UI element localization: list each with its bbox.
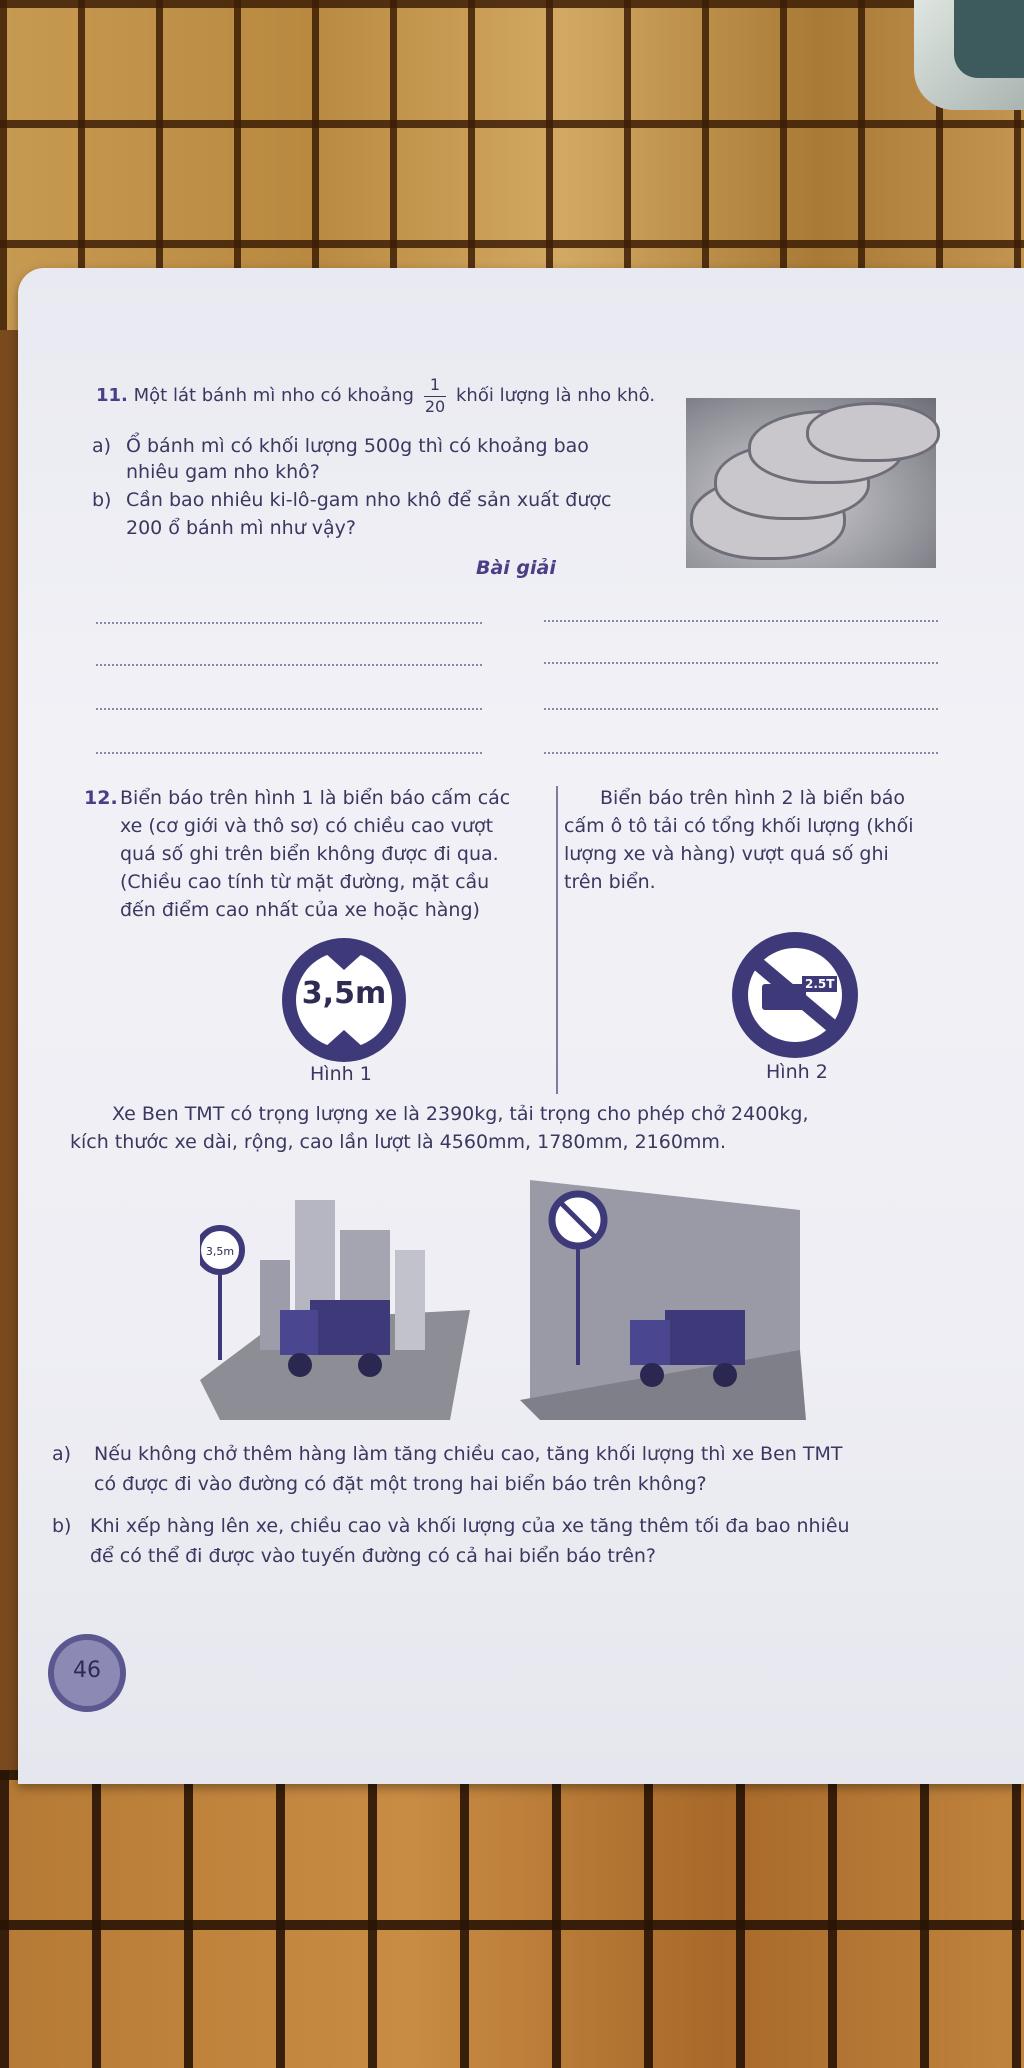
column-divider bbox=[556, 786, 558, 1094]
q12-left-line-2: xe (cơ giới và thô sơ) có chiều cao vượt bbox=[120, 815, 494, 837]
answer-line bbox=[96, 708, 482, 710]
q11-a-line2: nhiêu gam nho khô? bbox=[126, 461, 320, 483]
q12-b-line1: Khi xếp hàng lên xe, chiều cao và khối lượng của xe tăng thêm tối đa bao nhiêu bbox=[90, 1515, 850, 1537]
q11-intro-end: khối lượng là nho khô. bbox=[456, 385, 656, 406]
bamboo-mat-bottom bbox=[0, 1770, 1024, 2068]
q11-fraction bbox=[424, 376, 446, 415]
q11-number: 11. bbox=[96, 385, 128, 406]
weight-limit-sign bbox=[732, 932, 858, 1058]
q12-right-line-4: trên biển. bbox=[564, 871, 656, 893]
q12-a-line2: có được đi vào đường có đặt một trong hai biển báo trên không? bbox=[94, 1473, 707, 1495]
sign1-value: 3,5m bbox=[301, 976, 387, 1011]
q12-left-line-3: quá số ghi trên biển không được đi qua. bbox=[120, 843, 499, 865]
answer-line bbox=[544, 708, 938, 710]
height-limit-sign bbox=[282, 938, 406, 1062]
fraction-denominator: 20 bbox=[424, 396, 446, 416]
q11-intro-text: Một lát bánh mì nho có khoảng bbox=[133, 385, 414, 406]
page-number: 46 bbox=[73, 1658, 101, 1683]
fraction-numerator: 1 bbox=[429, 375, 441, 394]
device-corner bbox=[914, 0, 1024, 110]
q11-b-line1: Cần bao nhiêu ki-lô-gam nho khô để sản xuất được bbox=[126, 489, 612, 511]
q12-right-line-2: cấm ô tô tải có tổng khối lượng (khối bbox=[564, 815, 914, 837]
answer-line bbox=[544, 752, 938, 754]
q12-left-line-4: (Chiều cao tính từ mặt đường, mặt cầu bbox=[120, 871, 490, 893]
truck-scene-svg bbox=[200, 1170, 806, 1420]
sign2-value: 2.5T bbox=[802, 976, 837, 992]
q12-right-line-1: Biển báo trên hình 2 là biển báo bbox=[600, 787, 906, 809]
q12-left-line-5: đến điểm cao nhất của xe hoặc hàng) bbox=[120, 899, 480, 921]
device-screen bbox=[954, 0, 1024, 78]
truck-illustration bbox=[200, 1170, 806, 1420]
q11-b-line2: 200 ổ bánh mì như vậy? bbox=[126, 517, 357, 539]
q12-para-line2: kích thước xe dài, rộng, cao lần lượt là 4560mm, 1780mm, 2160mm. bbox=[70, 1131, 726, 1153]
q11-intro bbox=[96, 386, 414, 406]
answer-line bbox=[544, 620, 938, 622]
page-number-badge bbox=[48, 1634, 126, 1712]
q12-number: 12. bbox=[84, 787, 118, 809]
q12-b-label: b) bbox=[52, 1515, 72, 1537]
bread-slice bbox=[806, 402, 940, 462]
q12-left-line-1: Biển báo trên hình 1 là biển báo cấm các bbox=[120, 787, 511, 809]
illus-sign1-value: 3,5m bbox=[205, 1245, 235, 1258]
answer-line bbox=[544, 662, 938, 664]
q12-a-label: a) bbox=[52, 1443, 72, 1465]
answer-line bbox=[96, 664, 482, 666]
q12-a-line1: Nếu không chở thêm hàng làm tăng chiều cao, tăng khối lượng thì xe Ben TMT bbox=[94, 1443, 843, 1465]
answer-line bbox=[96, 752, 482, 754]
q12-para-line1: Xe Ben TMT có trọng lượng xe là 2390kg, tải trọng cho phép chở 2400kg, bbox=[112, 1103, 809, 1125]
q11-b-label: b) bbox=[92, 489, 112, 511]
fig2-caption: Hình 2 bbox=[766, 1061, 828, 1083]
raisin-bread-photo bbox=[686, 398, 936, 568]
q11-a-label: a) bbox=[92, 435, 112, 457]
answer-line bbox=[96, 622, 482, 624]
q12-right-line-3: lượng xe và hàng) vượt quá số ghi bbox=[564, 843, 889, 865]
q11-a-line1: Ổ bánh mì có khối lượng 500g thì có khoảng bao bbox=[126, 435, 589, 457]
q12-b-line2: để có thể đi được vào tuyến đường có cả hai biển báo trên? bbox=[90, 1545, 657, 1567]
q11-solution-title: Bài giải bbox=[476, 557, 556, 579]
fig1-caption: Hình 1 bbox=[310, 1063, 372, 1085]
